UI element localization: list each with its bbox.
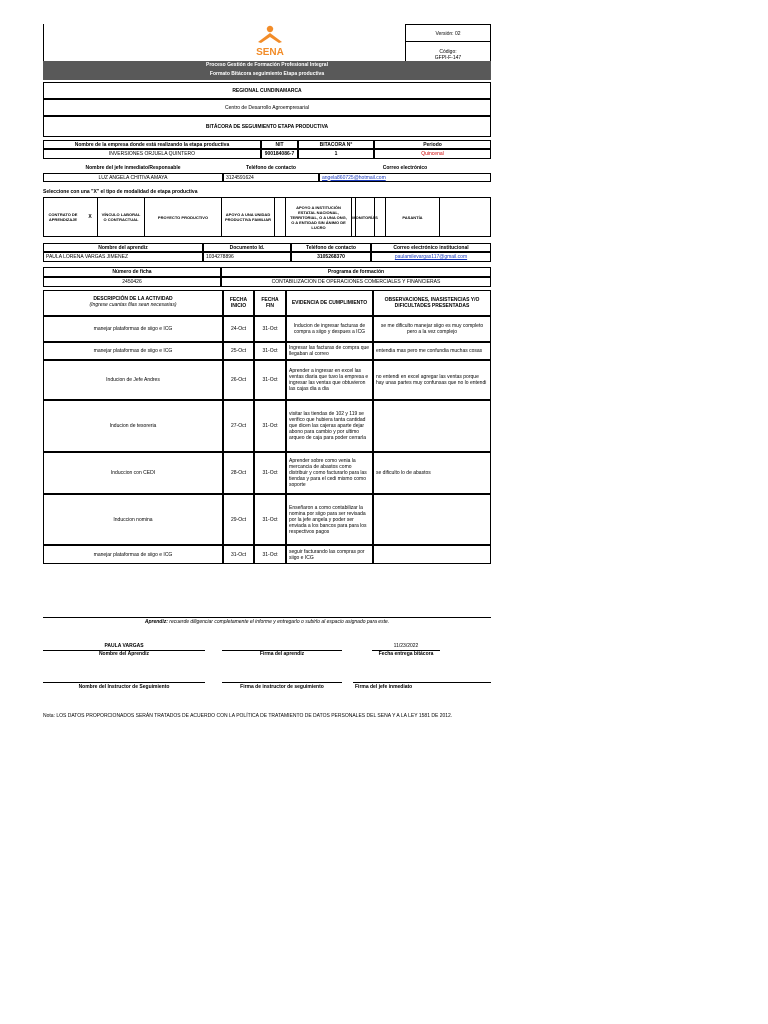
- activity-evidence: Enseñaron a como contabilizar la nomina por siigo para ser revisada por la jefe angela y poder ser enviada a los bancos para para los respectivos pagos: [286, 494, 373, 545]
- activity-start: 27-Oct: [223, 400, 254, 452]
- reminder-text: [43, 619, 491, 625]
- activity-start: 25-Oct: [223, 342, 254, 360]
- apprentice-name-label: Nombre del Aprendiz: [98, 651, 150, 657]
- apprentice-phone-header: Teléfono de contacto: [291, 243, 371, 252]
- activity-evidence: Aprender sobre como venia la mercancia de abastos como distribuir y como facturarlo para las tiendas y para el cedi mismo como soporte: [286, 452, 373, 494]
- reminder-line: [43, 617, 491, 618]
- instructor-sign-label: Firma de instructor de seguimiento: [240, 684, 324, 690]
- activity-observation: no entendi en excel agregar las ventas porque hay unas partes muy confunsas que no lo entendi: [373, 360, 491, 400]
- sena-logo-icon: [252, 24, 288, 58]
- activity-desc-title: DESCRIPCIÓN DE LA ACTIVIDAD: [93, 296, 173, 302]
- activity-desc: Inducion de tesoreria: [43, 400, 223, 452]
- reminder-body: recuerde diligenciar completamente el informe y entregarlo o subirlo al espacio asignado para este.: [167, 619, 390, 625]
- modality-pasantia: PASANTÍA: [385, 197, 440, 237]
- modality-institucion: APOYO A INSTITUCIÓN ESTATAL NACIONAL, TERRITORIAL, O A UNA ONG, O A ENTIDAD SIN ÁNIMO DE LUCRO: [285, 197, 352, 237]
- instructor-name-label: Nombre del Instructor de Seguimiento: [78, 684, 170, 690]
- activity-start: 31-Oct: [223, 545, 254, 564]
- apprentice-phone-value: 3105268370: [291, 252, 371, 262]
- activity-desc-header: [43, 290, 223, 316]
- apprentice-email-value[interactable]: [371, 252, 491, 262]
- boss-email-header: Correo electrónico: [382, 165, 428, 171]
- code-label: Código:: [439, 49, 457, 55]
- document-title: BITÁCORA DE SEGUIMIENTO ETAPA PRODUCTIVA: [43, 116, 491, 137]
- activity-evidence: Ingresar las facturas de compra que llegaban al correo: [286, 342, 373, 360]
- reminder-bold: Aprendiz:: [144, 619, 168, 625]
- version-text: Versión: 02: [435, 31, 461, 37]
- apprentice-email-link[interactable]: paulamilevargas117@gmail.com: [394, 254, 468, 260]
- end-date-header: FECHA FIN: [254, 290, 286, 316]
- activity-desc: Induccion con CEDI: [43, 452, 223, 494]
- activity-start: 24-Oct: [223, 316, 254, 342]
- activity-observation: se me dificulto manejar siigo es muy completo pero a la vez complejo: [373, 316, 491, 342]
- apprentice-doc-value: 1034278896: [203, 252, 291, 262]
- activity-observation: [373, 400, 491, 452]
- activity-end: 31-Oct: [254, 316, 286, 342]
- apprentice-email-header: Correo electrónico institucional: [371, 243, 491, 252]
- periodo-header: Periodo: [374, 140, 491, 149]
- activity-start: 28-Oct: [223, 452, 254, 494]
- activity-end: 31-Oct: [254, 360, 286, 400]
- ficha-header: Número de ficha: [43, 267, 221, 277]
- bitacora-header: BITACORA N°: [298, 140, 374, 149]
- activity-desc: manejar plataformas de siigo e ICG: [43, 316, 223, 342]
- ficha-value: 2450426: [43, 277, 221, 287]
- activity-evidence: Inducion de ingresar facturas de compra a siigo y despues a ICG: [286, 316, 373, 342]
- version-box: [405, 24, 491, 62]
- delivery-date-value: 11/23/2022: [393, 643, 419, 649]
- modality-contrato: CONTRATO DE APRENDIZAJE: [48, 212, 78, 222]
- activity-desc: manejar plataformas de siigo e ICG: [43, 545, 223, 564]
- company-name-value: INVERSIONES ORJUELA QUINTERO: [43, 149, 261, 159]
- modality-monitorias: MONITORÍAS: [355, 197, 375, 237]
- activity-end: 31-Oct: [254, 452, 286, 494]
- activity-start: 29-Oct: [223, 494, 254, 545]
- activity-evidence: seguir facturando las compras por siigo e ICG: [286, 545, 373, 564]
- activity-start: 26-Oct: [223, 360, 254, 400]
- process-title: Proceso Gestión de Formación Profesional Integral: [43, 61, 491, 69]
- boss-phone-header: Teléfono de contacto: [246, 165, 296, 171]
- modality-mark-x[interactable]: X: [88, 214, 92, 220]
- data-policy-note: Nota: LOS DATOS PROPORCIONADOS SERÁN TRATADOS DE ACUERDO CON LA POLÍTICA DE TRATAMIENTO DE DATOS PERSONALES DEL SENA Y A LA LEY 1581 DE 2012.: [43, 713, 453, 719]
- observations-header: OBSERVACIONES, INASISTENCIAS Y/O DIFICULTADES PRESENTADAS: [373, 290, 491, 316]
- boss-email-value[interactable]: [319, 173, 491, 182]
- nit-header: NIT: [261, 140, 298, 149]
- evidence-header: EVIDENCIA DE CUMPLIMIENTO: [286, 290, 373, 316]
- boss-name-header: Nombre del jefe inmediato/Responsable: [85, 165, 181, 171]
- activity-evidence: Aprender a ingresar en excel las ventas diaria que tuvo la empresa e ingresar las ventas que obtuvieron las cajas dia a dia: [286, 360, 373, 400]
- activity-end: 31-Oct: [254, 494, 286, 545]
- apprentice-doc-header: Documento Id.: [203, 243, 291, 252]
- modality-prompt: Seleccione con una "X" el tipo de modalidad de etapa productiva: [43, 189, 198, 195]
- modality-unidad-familiar: APOYO A UNA UNIDAD PRODUCTIVA FAMILIAR: [221, 197, 275, 237]
- activity-observation: [373, 494, 491, 545]
- instructor-sign-line: [222, 682, 342, 683]
- company-name-header: Nombre de la empresa donde está realizando la etapa productiva: [43, 140, 261, 149]
- delivery-date-label: Fecha entrega bitácora: [378, 651, 434, 657]
- apprentice-name-header: Nombre del aprendiz: [43, 243, 203, 252]
- activity-observation: entendia mas pero me confundia muchas cosas: [373, 342, 491, 360]
- regional-title: REGIONAL CUNDINAMARCA: [43, 82, 491, 99]
- format-title: Formato Bitácora seguimiento Etapa productiva: [43, 69, 491, 80]
- instructor-name-line: [43, 682, 205, 683]
- activity-end: 31-Oct: [254, 545, 286, 564]
- activity-observation: [373, 545, 491, 564]
- nit-value: 900184086-7: [261, 149, 298, 159]
- activity-desc: Induccion nomina: [43, 494, 223, 545]
- activity-desc: Inducion de Jefe Andres: [43, 360, 223, 400]
- program-header: Programa de formación: [221, 267, 491, 277]
- bitacora-value: 1: [298, 149, 374, 159]
- boss-sign-label: Firma del jefe inmediato: [355, 684, 413, 690]
- boss-name-value: LUZ ANGELA CHITIVA AMAYA: [43, 173, 223, 182]
- boss-sign-line: [353, 682, 491, 683]
- program-value: CONTABILIZACION DE OPERACIONES COMERCIALES Y FINANCIERAS: [221, 277, 491, 287]
- activity-end: 31-Oct: [254, 400, 286, 452]
- center-title: Centro de Desarrollo Agroempresarial: [43, 99, 491, 116]
- activity-end: 31-Oct: [254, 342, 286, 360]
- activity-desc-subtitle: (Ingrese cuantas filas sean necesarias): [89, 302, 177, 308]
- activity-observation: se dificulto lo de abastos: [373, 452, 491, 494]
- svg-text:SENA: SENA: [256, 47, 284, 58]
- modality-vinculo: VÍNCULO LABORAL O CONTRACTUAL: [97, 197, 145, 237]
- apprentice-signature-name: PAULA VARGAS: [104, 643, 144, 649]
- periodo-value: Quincenal: [374, 149, 491, 159]
- apprentice-name-value: PAULA LORENA VARGAS JIMENEZ: [43, 252, 203, 262]
- boss-phone-value: 3124591624: [223, 173, 319, 182]
- modality-proyecto: PROYECTO PRODUCTIVO: [157, 214, 209, 220]
- sena-logo: [252, 24, 288, 58]
- apprentice-sign-label: Firma del aprendiz: [259, 651, 305, 657]
- activity-evidence: visitar las tiendas de 102 y 119 se verifico que hubiera tanta cantidad que dicen las cajeras aparte dejar abono para cambio y por ultimo arqueo de caja para poder cerrarla: [286, 400, 373, 452]
- boss-email-link[interactable]: angela860725@hotmail.com: [322, 174, 386, 181]
- start-date-header: FECHA INICIO: [223, 290, 254, 316]
- code-value: GFPI-F-147: [434, 55, 462, 61]
- activity-desc: manejar plataformas de siigo e ICG: [43, 342, 223, 360]
